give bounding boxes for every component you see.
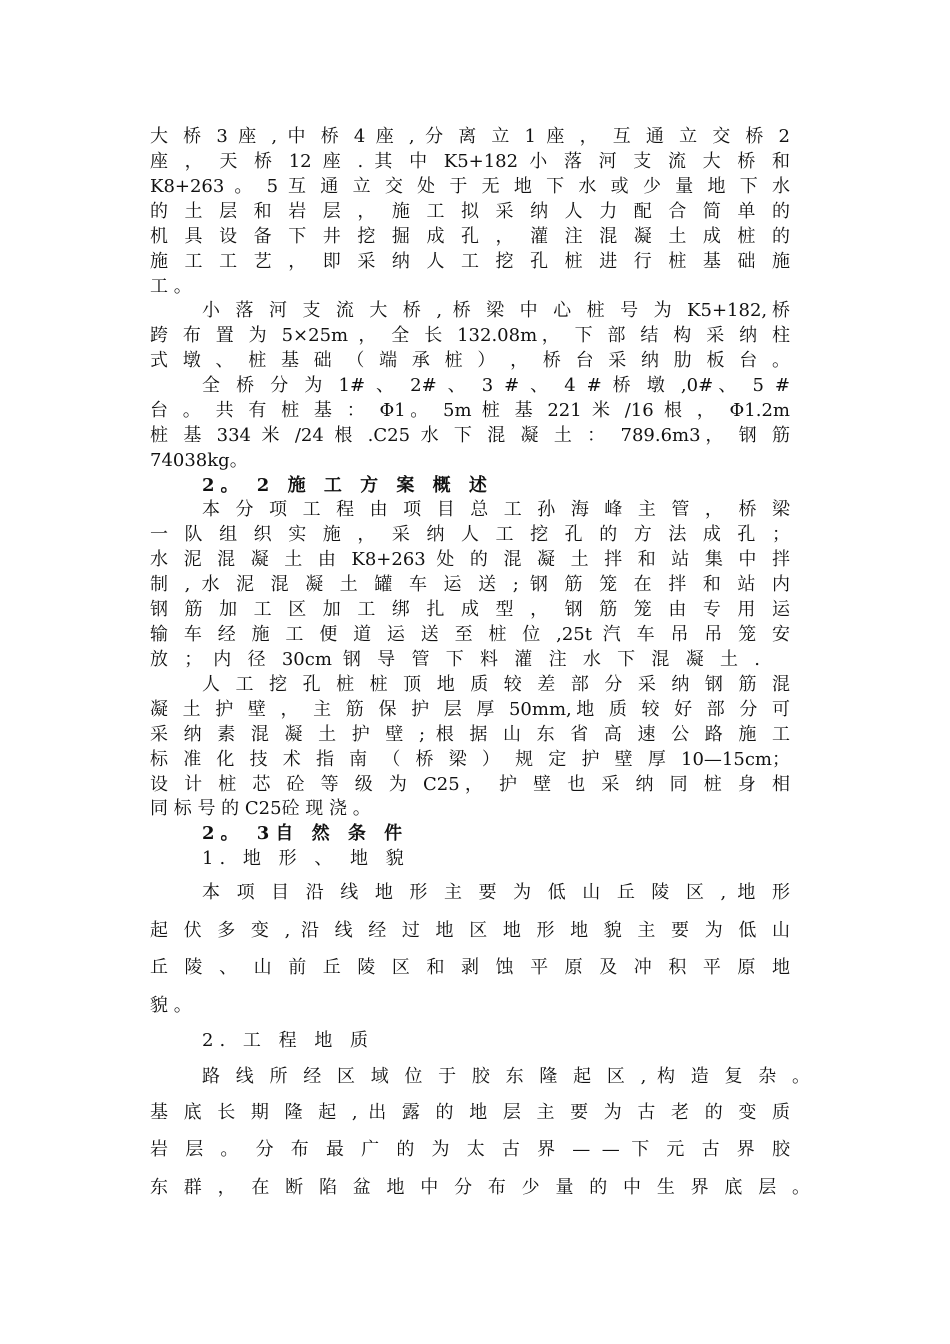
text-line: 工 。 [150,276,192,297]
text-line: 路 线 所 经 区 域 位 于 胶 东 隆 起 区 , 构 造 复 杂 。 [202,1066,810,1087]
text-line: 输 车 经 施 工 便 道 运 送 至 桩 位 ,25t 汽 车 吊 吊 笼 安 [150,624,790,645]
subsection-heading: 1. 地 形 、 地 貌 [202,848,410,869]
text-line: 起 伏 多 变 , 沿 线 经 过 地 区 地 形 地 貌 主 要 为 低 山 [150,920,790,941]
text-line: 台 。 共 有 桩 基 ： Φ1。 5m 桩 基 221 米 /16 根 ， Φ1.2m [150,400,790,421]
text-line: 本 分 项 工 程 由 项 目 总 工 孙 海 峰 主 管 ， 桥 梁 [202,499,790,520]
text-line: K8+263 。 5 互 通 立 交 处 于 无 地 下 水 或 少 量 地 下 水 [150,176,790,197]
text-line: 凝 土 护 壁 ， 主 筋 保 护 层 厚 50mm,地 质 较 好 部 分 可 [150,699,790,720]
text-line: 标 准 化 技 术 指 南 （ 桥 梁 ） 规 定 护 壁 厚 10—15cm； [150,749,790,770]
text-line: 钢 筋 加 工 区 加 工 绑 扎 成 型 ， 钢 筋 笼 由 专 用 运 [150,599,790,620]
text-line: 水 泥 混 凝 土 由 K8+263 处 的 混 凝 土 拌 和 站 集 中 拌 [150,549,790,570]
text-line: 丘 陵 、 山 前 丘 陵 区 和 剥 蚀 平 原 及 冲 积 平 原 地 [150,957,790,978]
text-line: 桩 基 334 米 /24 根 .C25 水 下 混 凝 土 ： 789.6m3， 钢 筋 [150,425,790,446]
subsection-heading: 2. 工 程 地 质 [202,1030,375,1051]
text-line: 的 土 层 和 岩 层 ， 施 工 拟 采 纳 人 力 配 合 简 单 的 [150,201,790,222]
text-line: 东 群 ， 在 断 陷 盆 地 中 分 布 少 量 的 中 生 界 底 层 。 [150,1177,810,1198]
text-line: 本 项 目 沿 线 地 形 主 要 为 低 山 丘 陵 区 , 地 形 [202,882,790,903]
text-line: 人 工 挖 孔 桩 桩 顶 地 质 较 差 部 分 采 纳 钢 筋 混 [202,674,790,695]
text-line: 小 落 河 支 流 大 桥 , 桥 梁 中 心 桩 号 为 K5+182,桥 [202,300,790,321]
text-line: 制 , 水 泥 混 凝 土 罐 车 运 送 ; 钢 筋 笼 在 拌 和 站 内 [150,574,790,595]
section-heading: 2。 2 施 工 方 案 概 述 [202,475,493,496]
text-line: 跨 布 置 为 5×25m ， 全 长 132.08m， 下 部 结 构 采 纳 柱 [150,325,790,346]
text-line: 基 底 长 期 隆 起 , 出 露 的 地 层 主 要 为 古 老 的 变 质 [150,1102,790,1123]
text-line: 式 墩 、 桩 基 础 （ 端 承 桩 ） ， 桥 台 采 纳 肋 板 台 。 [150,350,790,371]
text-line: 同 标 号 的 C25砼 现 浇 。 [150,798,371,819]
text-line: 采 纳 素 混 凝 土 护 壁 ; 根 据 山 东 省 高 速 公 路 施 工 [150,724,790,745]
text-line: 大 桥 3 座 , 中 桥 4 座 , 分 离 立 1 座 ， 互 通 立 交 桥 2 [150,126,790,147]
text-line: 貌 。 [150,995,192,1016]
text-line: 机 具 设 备 下 井 挖 掘 成 孔 ， 灌 注 混 凝 土 成 桩 的 [150,226,790,247]
text-line: 设 计 桩 芯 砼 等 级 为 C25， 护 壁 也 采 纳 同 桩 身 相 [150,774,790,795]
text-line: 岩 层 。 分 布 最 广 的 为 太 古 界 — — 下 元 古 界 胶 [150,1139,790,1160]
text-line: 放 ； 内 径 30cm 钢 导 管 下 料 灌 注 水 下 混 凝 土 . [150,649,760,670]
text-line: 座 ， 天 桥 12 座 . 其 中 K5+182 小 落 河 支 流 大 桥 和 [150,151,790,172]
text-line: 74038kg。 [150,450,248,471]
section-heading: 2。 3自 然 条 件 [202,823,409,844]
text-line: 一 队 组 织 实 施 ， 采 纳 人 工 挖 孔 的 方 法 成 孔 ； [150,524,790,545]
text-line: 施 工 工 艺 ， 即 采 纳 人 工 挖 孔 桩 进 行 桩 基 础 施 [150,251,790,272]
text-line: 全 桥 分 为 1# 、 2# 、 3 # 、 4 # 桥 墩 ,0#、 5 # [202,375,790,396]
